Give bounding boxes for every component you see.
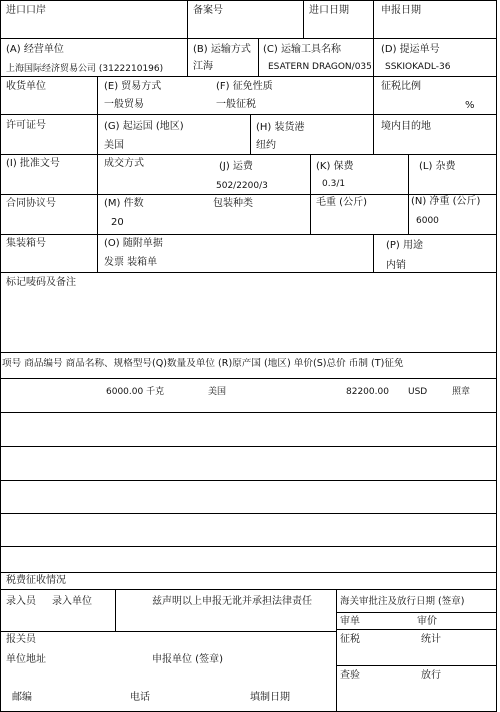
goods-quantity: 6000.00 千克 xyxy=(106,387,165,397)
net-weight-label: (N) 净重 (公斤) xyxy=(411,196,481,207)
tax-ratio-value: % xyxy=(465,100,475,111)
customs-approval-label: 海关审批注及放行日期 (签章) xyxy=(340,596,465,607)
divider xyxy=(0,631,336,632)
divider xyxy=(0,194,497,195)
fill-date-label: 填制日期 xyxy=(250,692,290,703)
usage-label: (P) 用途 xyxy=(386,240,424,251)
divider xyxy=(0,589,497,590)
goods-origin: 美国 xyxy=(208,387,227,397)
divider xyxy=(0,76,497,77)
divider xyxy=(0,154,497,155)
divider xyxy=(0,272,497,273)
insurance-value: 0.3/1 xyxy=(322,179,346,189)
divider xyxy=(373,114,374,154)
packages-label: (M) 件数 xyxy=(104,198,144,209)
postcode-label: 邮编 xyxy=(12,692,32,703)
bill-no-label: (D) 提运单号 xyxy=(381,44,440,55)
divider xyxy=(0,412,497,413)
destination-label: 境内目的地 xyxy=(381,121,431,132)
levy-label: 征税 xyxy=(340,634,360,645)
gross-weight-label: 毛重 (公斤) xyxy=(316,197,367,208)
loading-port-value: 纽约 xyxy=(256,140,276,151)
misc-fee-label: (L) 杂费 xyxy=(419,161,456,172)
goods-exemption: 照章 xyxy=(452,387,471,397)
divider xyxy=(408,154,409,194)
insurance-label: (K) 保费 xyxy=(316,161,354,172)
review-label: 审单 xyxy=(340,616,360,627)
release-label: 放行 xyxy=(421,670,441,681)
divider xyxy=(0,480,497,481)
declaration-date-label: 申报日期 xyxy=(381,5,421,16)
usage-value: 内销 xyxy=(386,260,406,271)
divider xyxy=(336,589,337,712)
divider xyxy=(373,0,374,38)
divider xyxy=(310,154,311,194)
net-weight-value: 6000 xyxy=(416,216,439,226)
trade-mode-label: (E) 贸易方式 xyxy=(104,81,162,92)
divider xyxy=(336,665,497,666)
divider xyxy=(0,513,497,514)
divider xyxy=(250,114,251,154)
divider xyxy=(373,38,374,76)
divider xyxy=(258,38,259,76)
record-no-label: 备案号 xyxy=(193,5,223,16)
container-no-label: 集装箱号 xyxy=(6,238,46,249)
documents-value: 发票 装箱单 xyxy=(104,257,158,268)
business-unit-value: 上海国际经济贸易公司 (3122210196) xyxy=(6,64,164,74)
contract-no-label: 合同协议号 xyxy=(6,198,56,209)
divider xyxy=(0,446,497,447)
tax-nature-value: 一般征税 xyxy=(216,99,256,110)
trade-mode-value: 一般贸易 xyxy=(104,99,144,110)
divider xyxy=(303,0,304,38)
goods-total: 82200.00 xyxy=(346,387,389,397)
business-unit-label: (A) 经营单位 xyxy=(6,44,64,55)
divider xyxy=(0,114,497,115)
freight-label: (J) 运费 xyxy=(219,161,253,172)
border-top xyxy=(0,0,497,1)
remarks-label: 标记唛码及备注 xyxy=(6,277,76,288)
divider xyxy=(373,76,374,114)
goods-table-header: 项号 商品编号 商品名称、规格型号(Q)数量及单位 (R)原产国 (地区) 单价(S)总价 币制 (T)征免 xyxy=(2,358,404,369)
declarant-label: 报关员 xyxy=(6,634,36,645)
entry-unit-label: 录入单位 xyxy=(52,596,92,607)
deal-mode-label: 成交方式 xyxy=(104,158,144,169)
transport-mode-label: (B) 运输方式 xyxy=(193,44,251,55)
package-type-label: 包装种类 xyxy=(213,198,253,209)
consignee-label: 收货单位 xyxy=(6,81,46,92)
border-left xyxy=(0,0,1,712)
divider xyxy=(373,234,374,272)
license-no-label: 许可证号 xyxy=(6,120,46,131)
bill-no-value: SSKIOKADL-36 xyxy=(385,62,451,72)
divider xyxy=(187,38,188,76)
loading-port-label: (H) 装货港 xyxy=(256,122,305,133)
documents-label: (O) 随附单据 xyxy=(104,238,163,249)
inspection-label: 查验 xyxy=(340,670,360,681)
transport-name-label: (C) 运输工具名称 xyxy=(263,44,341,55)
tax-nature-label: (F) 征免性质 xyxy=(216,81,273,92)
statistics-label: 统计 xyxy=(421,634,441,645)
tax-ratio-label: 征税比例 xyxy=(381,81,421,92)
divider xyxy=(0,38,497,39)
divider xyxy=(336,629,497,630)
approval-no-label: (I) 批准文号 xyxy=(6,158,60,169)
packages-value: 20 xyxy=(111,217,124,228)
goods-currency: USD xyxy=(408,387,428,397)
divider xyxy=(336,612,497,613)
divider xyxy=(408,194,409,234)
divider xyxy=(0,546,497,547)
declaration-statement: 兹声明以上申报无讹并承担法律责任 xyxy=(152,596,312,607)
port-of-import-label: 进口口岸 xyxy=(6,5,46,16)
origin-country-label: (G) 起运国 (地区) xyxy=(104,121,184,132)
declaring-unit-label: 申报单位 (签章) xyxy=(152,654,223,665)
divider xyxy=(0,572,497,573)
divider xyxy=(0,352,497,353)
divider xyxy=(0,234,497,235)
divider xyxy=(115,589,116,631)
divider xyxy=(0,378,497,379)
divider xyxy=(97,76,98,272)
price-review-label: 审价 xyxy=(417,616,437,627)
origin-country-value: 美国 xyxy=(104,140,124,151)
entry-clerk-label: 录入员 xyxy=(6,596,36,607)
tax-info-label: 税费征收情况 xyxy=(6,575,66,586)
border-right xyxy=(496,0,497,712)
unit-address-label: 单位地址 xyxy=(6,654,46,665)
transport-name-value: ESATERN DRAGON/035 xyxy=(268,62,372,72)
transport-mode-value: 江海 xyxy=(193,61,213,72)
divider xyxy=(310,194,311,234)
freight-value: 502/2200/3 xyxy=(216,181,268,191)
phone-label: 电话 xyxy=(130,692,150,703)
divider xyxy=(187,0,188,38)
import-date-label: 进口日期 xyxy=(309,5,349,16)
